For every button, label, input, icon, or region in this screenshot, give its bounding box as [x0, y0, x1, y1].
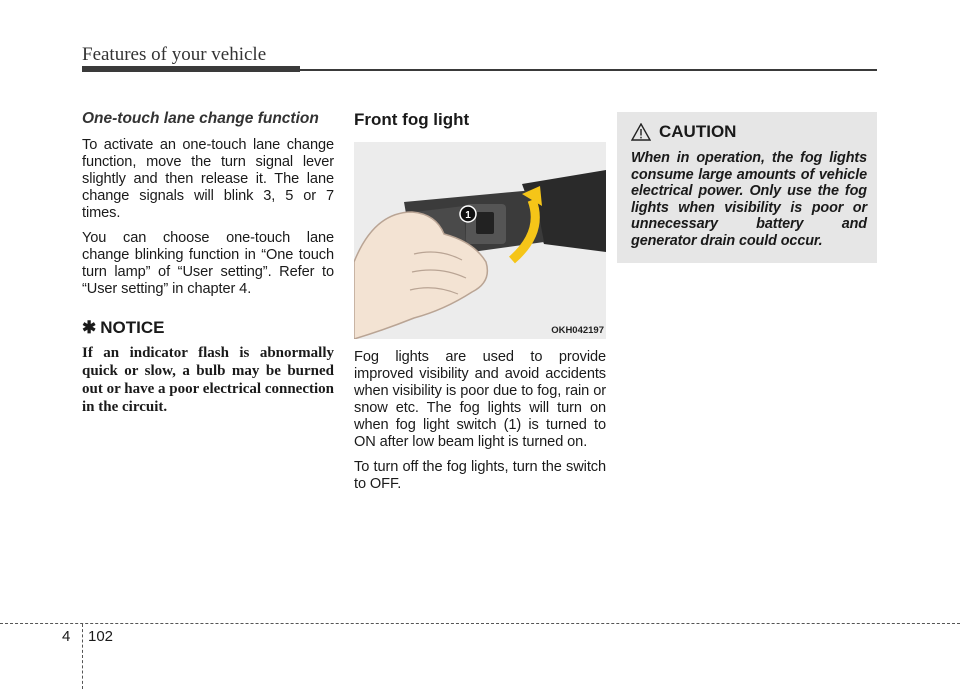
- notice-text: If an indicator flash is abnormally quick or slow, a bulb may be burned out or have a poor electrical connection in the circuit.: [82, 345, 334, 415]
- lane-change-paragraph-1: To activate an one-touch lane change function, move the turn signal lever slightly and then release it. The lane change signals will blink 3, 5 or 7 times.: [82, 137, 334, 221]
- lane-change-paragraph-2: You can choose one-touch lane change blinking function in “One touch turn lamp” of “User setting”. Refer to “User setting” in chapter 4.: [82, 230, 334, 297]
- warning-triangle-icon: [631, 123, 651, 141]
- header-rule-thick: [82, 66, 300, 72]
- caution-heading: [631, 122, 867, 142]
- fog-light-title: Front fog light: [354, 110, 470, 129]
- footer-divider: [82, 624, 83, 689]
- notice-title-text: NOTICE: [100, 318, 165, 337]
- fog-light-paragraph-2: To turn off the fog lights, turn the switch to OFF.: [354, 459, 606, 492]
- footer-rule: [0, 623, 960, 624]
- header-rule-thin: [300, 69, 877, 71]
- page-header-title: Features of your vehicle: [82, 44, 267, 65]
- figure-code: OKH042197: [551, 325, 604, 336]
- caution-box: [617, 112, 877, 263]
- callout-number-1: 1: [465, 210, 471, 221]
- middle-column: [354, 110, 606, 501]
- right-column: [617, 110, 877, 263]
- fog-light-switch-illustration: [354, 142, 606, 339]
- caution-text: When in operation, the fog lights consume large amounts of vehicle electrical power. Only use the fog lights when visibility is poor or unnecessary battery and generator drain could occur.: [631, 150, 867, 249]
- fog-light-paragraph-1: Fog lights are used to provide improved visibility and avoid accidents when visibility is poor due to fog, rain or snow etc. The fog lights will turn on when fog light switch (1) is turned to ON after low beam light is turned on.: [354, 349, 606, 450]
- caution-title-text: CAUTION: [659, 122, 737, 141]
- footer-chapter-number: 4: [62, 628, 71, 645]
- lane-change-subheading: One-touch lane change function: [82, 110, 319, 127]
- footer-page-number: 102: [88, 628, 114, 645]
- star-notice-icon: ✱: [82, 318, 97, 337]
- notice-heading: [82, 318, 334, 338]
- left-column: [82, 110, 334, 416]
